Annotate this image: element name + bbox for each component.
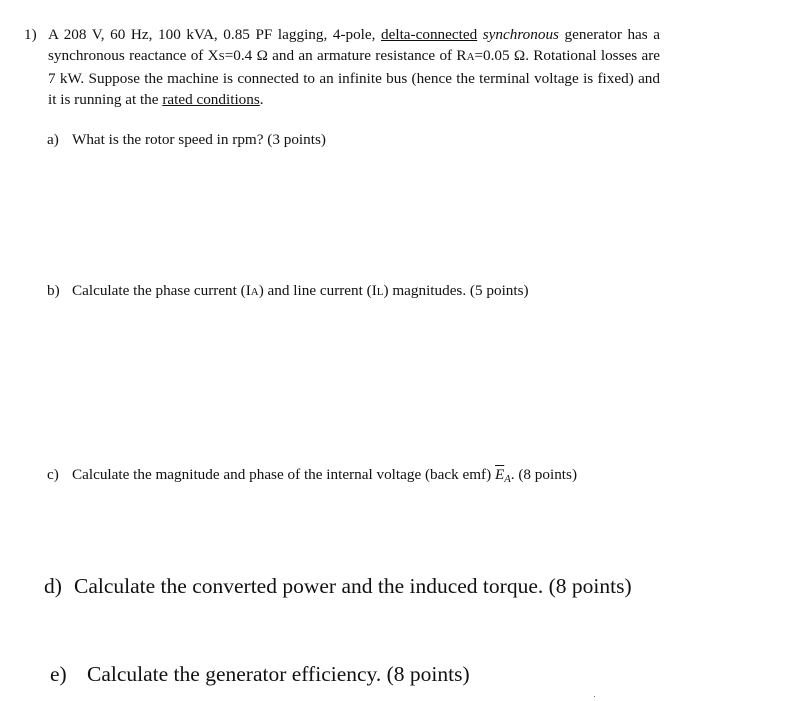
rated-conditions-text: rated conditions	[162, 91, 260, 108]
xs-subscript: S	[218, 51, 225, 63]
question-d-text: Calculate the converted power and the induced torque. (8 points)	[74, 574, 632, 598]
question-b-mid: ) and line current (I	[258, 282, 377, 299]
question-e-label: e)	[50, 662, 67, 686]
question-b	[47, 282, 529, 300]
problem-intro: A 208 V, 60 Hz, 100 kVA, 0.85 PF lagging, 4-pole,	[48, 26, 376, 43]
problem-statement	[24, 24, 660, 110]
ea-phasor-symbol	[494, 466, 511, 486]
generator-text: generator has a synchronous reactance of X	[48, 26, 661, 64]
problem-text	[48, 24, 660, 110]
ra-subscript: A	[466, 51, 475, 63]
il-subscript: L	[376, 286, 384, 298]
question-c-label: c)	[47, 466, 59, 483]
question-b-label: b)	[47, 282, 60, 299]
problem-end: .	[259, 91, 264, 108]
ea-subscript: A	[504, 474, 511, 486]
question-d	[44, 574, 632, 599]
question-b-pre: Calculate the phase current (I	[72, 282, 251, 299]
question-e-text: Calculate the generator efficiency. (8 points)	[87, 662, 470, 686]
question-c	[47, 466, 577, 485]
question-a-text: What is the rotor speed in rpm? (3 points)	[72, 131, 326, 148]
question-c-post: . (8 points)	[510, 466, 577, 483]
xs-value: =0.4 Ω and an armature resistance of R	[224, 47, 467, 64]
question-d-label: d)	[44, 574, 62, 598]
stray-dot	[594, 696, 595, 697]
delta-connected-text: delta-connected	[381, 26, 478, 43]
question-a-label: a)	[47, 131, 59, 148]
problem-number: 1)	[24, 26, 37, 43]
question-e	[50, 662, 470, 687]
question-a	[47, 131, 326, 149]
synchronous-text: synchronous	[482, 26, 559, 43]
ia-subscript: A	[250, 286, 259, 298]
ea-letter: $\overline{E}$	[494, 466, 505, 483]
ra-value-text: =0.05 Ω. Rotational losses are 7 kW. Suppose the machine is connected to an infinite bus (hence the terminal voltage is fixed) and it is running at the	[48, 47, 660, 108]
question-c-pre: Calculate the magnitude and phase of the internal voltage (back emf)	[72, 466, 495, 483]
question-b-post: ) magnitudes. (5 points)	[383, 282, 529, 299]
